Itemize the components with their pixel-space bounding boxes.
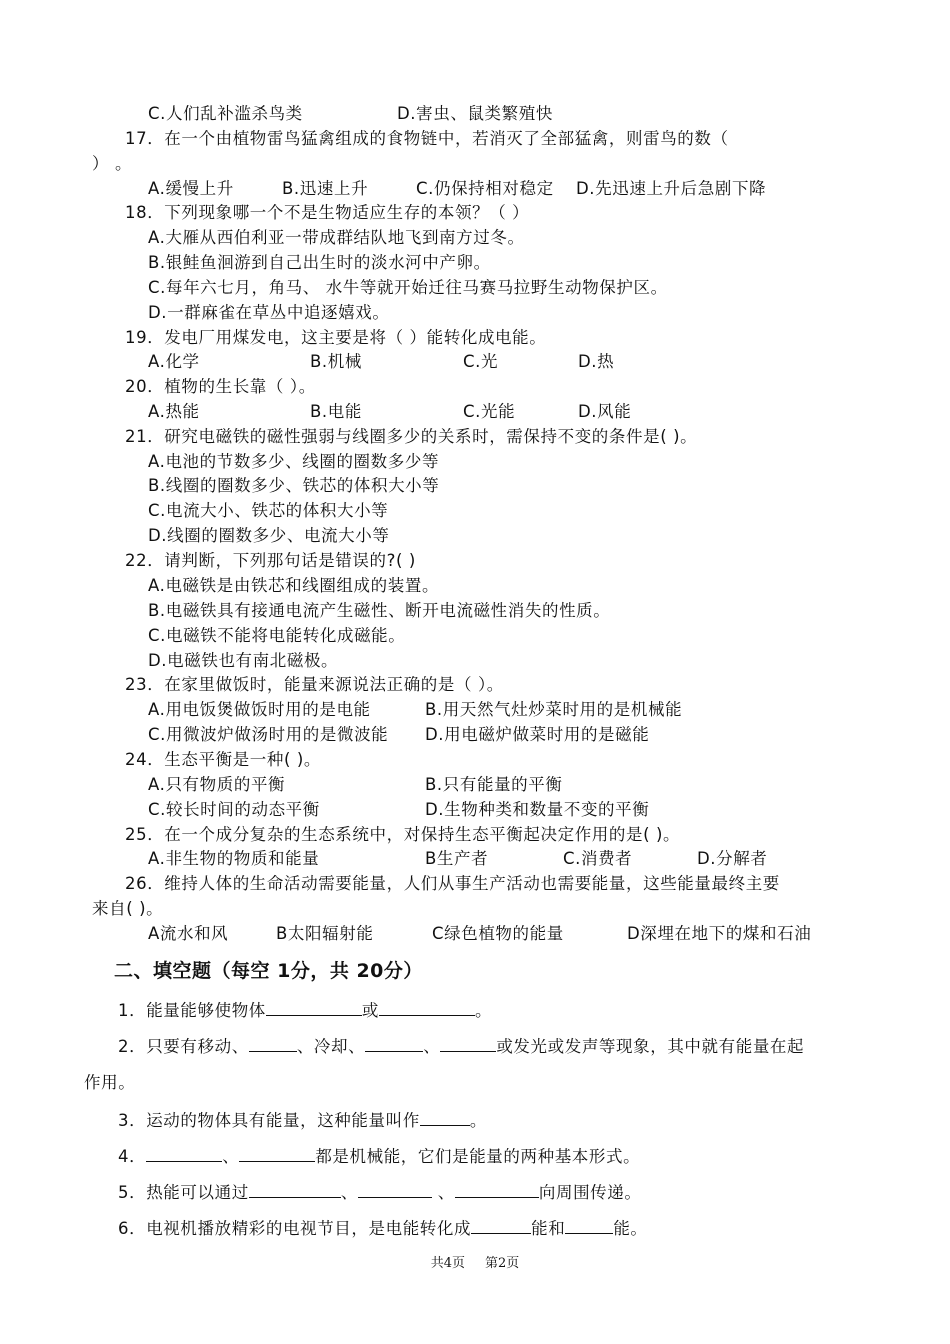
answer-blank[interactable] <box>146 1144 222 1162</box>
q17-option-d: D.先迅速上升后急剧下降 <box>576 179 767 198</box>
answer-blank[interactable] <box>249 1034 297 1052</box>
q18-option-b: B.银鲑鱼洄游到自己出生时的淡水河中产卵。 <box>148 253 491 272</box>
q23-option-d: D.用电磁炉做菜时用的是磁能 <box>425 725 650 744</box>
q25-option-c: C.消费者 <box>563 849 633 868</box>
q26-option-d: D深埋在地下的煤和石油 <box>627 924 812 943</box>
q17-option-a: A.缓慢上升 <box>148 179 234 198</box>
q18-stem: 18．下列现象哪一个不是生物适应生存的本领？（ ） <box>125 203 530 222</box>
answer-blank[interactable] <box>239 1144 315 1162</box>
total-pages: 共4页 <box>430 1256 465 1271</box>
answer-blank[interactable] <box>379 998 475 1016</box>
q24-option-a: A.只有物质的平衡 <box>148 775 286 794</box>
answer-blank[interactable] <box>565 1216 613 1234</box>
fill-item-3: 3．运动的物体具有能量，这种能量叫作 。 <box>118 1108 487 1133</box>
q18-option-c: C.每年六七月，角马、 水牛等就开始迁往马赛马拉野生动物保护区。 <box>148 278 668 297</box>
q26-option-c: C绿色植物的能量 <box>432 924 564 943</box>
q21-option-a: A.电池的节数多少、线圈的圈数多少等 <box>148 452 440 471</box>
q25-option-a: A.非生物的物质和能量 <box>148 849 320 868</box>
q24-option-b: B.只有能量的平衡 <box>425 775 563 794</box>
q17-option-c: C.仍保持相对稳定 <box>416 179 554 198</box>
q26-option-b: B太阳辐射能 <box>276 924 374 943</box>
q17-stem: 17．在一个由植物雷鸟猛禽组成的食物链中，若消灭了全部猛禽，则雷鸟的数（ <box>125 129 729 148</box>
q17-option-b: B.迅速上升 <box>282 179 369 198</box>
q23-option-c: C.用微波炉做汤时用的是微波能 <box>148 725 389 744</box>
answer-blank[interactable] <box>471 1216 531 1234</box>
q22-option-c: C.电磁铁不能将电能转化成磁能。 <box>148 626 406 645</box>
q24-stem: 24．生态平衡是一种( )。 <box>125 750 322 769</box>
q21-option-c: C.电流大小、铁芯的体积大小等 <box>148 501 389 520</box>
q22-option-d: D.电磁铁也有南北磁极。 <box>148 651 339 670</box>
q20-stem: 20．植物的生长靠（ ）。 <box>125 377 316 396</box>
q23-stem: 23．在家里做饭时，能量来源说法正确的是（ ）。 <box>125 675 504 694</box>
answer-blank[interactable] <box>440 1034 496 1052</box>
answer-blank[interactable] <box>455 1180 539 1198</box>
q17-stem-cont: ） 。 <box>92 154 133 173</box>
fill-item-1: 1．能量能够使物体 或 。 <box>118 998 492 1023</box>
answer-blank[interactable] <box>365 1034 423 1052</box>
q22-option-b: B.电磁铁具有接通电流产生磁性、断开电流磁性消失的性质。 <box>148 601 611 620</box>
answer-blank[interactable] <box>266 998 362 1016</box>
q20-option-c: C.光能 <box>463 402 516 421</box>
q20-option-a: A.热能 <box>148 402 200 421</box>
q20-option-d: D.风能 <box>578 402 632 421</box>
q20-option-b: B.电能 <box>310 402 362 421</box>
q18-option-d: D.一群麻雀在草丛中追逐嬉戏。 <box>148 303 390 322</box>
q25-option-b: B生产者 <box>425 849 489 868</box>
q23-option-a: A.用电饭煲做饭时用的是电能 <box>148 700 371 719</box>
answer-blank[interactable] <box>358 1180 432 1198</box>
fill-item-4: 4． 、 都是机械能，它们是能量的两种基本形式。 <box>118 1144 640 1169</box>
fill-item-5: 5．热能可以通过 、 、 向周围传递。 <box>118 1180 641 1205</box>
q25-stem: 25．在一个成分复杂的生态系统中，对保持生态平衡起决定作用的是( )。 <box>125 825 681 844</box>
q26-stem: 26．维持人体的生命活动需要能量，人们从事生产活动也需要能量，这些能量最终主要 <box>125 874 780 893</box>
q18-option-a: A.大雁从西伯利亚一带成群结队地飞到南方过冬。 <box>148 228 525 247</box>
fill-item-2-cont: 作用。 <box>84 1073 136 1092</box>
q26-stem-cont: 来自( )。 <box>92 899 164 918</box>
q19-option-a: A.化学 <box>148 352 200 371</box>
q19-option-b: B.机械 <box>310 352 362 371</box>
q21-option-b: B.线圈的圈数多少、铁芯的体积大小等 <box>148 476 440 495</box>
q19-option-d: D.热 <box>578 352 615 371</box>
q25-option-d: D.分解者 <box>697 849 768 868</box>
page-footer <box>0 1255 950 1273</box>
q22-option-a: A.电磁铁是由铁芯和线圈组成的装置。 <box>148 576 440 595</box>
q22-stem: 22．请判断，下列那句话是错误的?( ) <box>125 551 416 570</box>
fill-item-6: 6．电视机播放精彩的电视节目，是电能转化成 能和 能。 <box>118 1216 648 1241</box>
q19-option-c: C.光 <box>463 352 499 371</box>
section-heading-fill-in: 二、填空题（每空 1分，共 20分） <box>114 960 423 982</box>
q21-option-d: D.线圈的圈数多少、电流大小等 <box>148 526 390 545</box>
q19-stem: 19．发电厂用煤发电，这主要是将（ ）能转化成电能。 <box>125 328 547 347</box>
page-number: 第2页 <box>485 1256 520 1271</box>
answer-blank[interactable] <box>420 1108 470 1126</box>
answer-blank[interactable] <box>249 1180 341 1198</box>
q16-option-d: D.害虫、鼠类繁殖快 <box>397 104 553 123</box>
q24-option-d: D.生物种类和数量不变的平衡 <box>425 800 650 819</box>
q23-option-b: B.用天然气灶炒菜时用的是机械能 <box>425 700 683 719</box>
q26-option-a: A流水和风 <box>148 924 229 943</box>
fill-item-2: 2．只要有移动、 、冷却、 、 或发光或发声等现象，其中就有能量在起 <box>118 1034 804 1059</box>
q16-option-c: C.人们乱补滥杀鸟类 <box>148 104 303 123</box>
q21-stem: 21．研究电磁铁的磁性强弱与线圈多少的关系时，需保持不变的条件是( )。 <box>125 427 698 446</box>
q24-option-c: C.较长时间的动态平衡 <box>148 800 320 819</box>
